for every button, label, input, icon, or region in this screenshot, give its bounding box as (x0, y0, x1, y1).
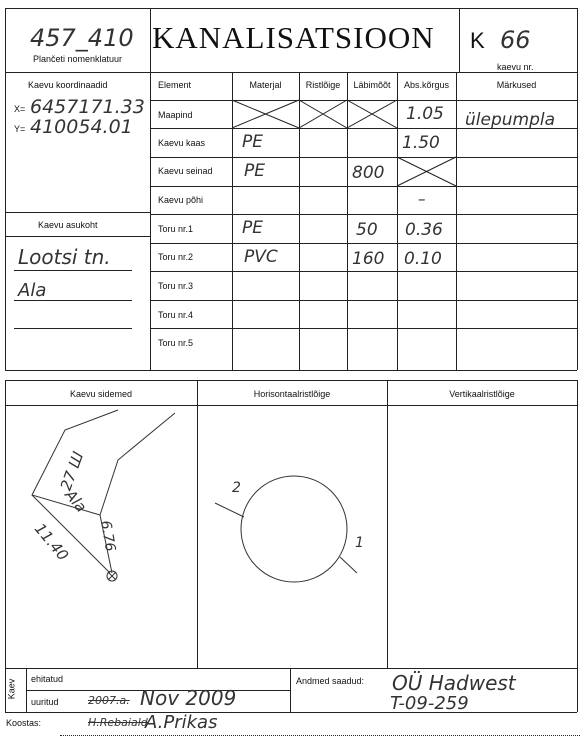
sketch-dim3: 11.40 (30, 519, 73, 565)
cell-labimoot: 50 (356, 220, 378, 240)
manhole-prefix: K (470, 28, 485, 53)
footer-author-value: A.Prikas (145, 712, 218, 733)
pipe-label-1: 1 (355, 535, 364, 551)
section-vertical: Vertikaalristlõige (449, 389, 515, 399)
nomenclature-label: Plančeti nomenklatuur (33, 54, 123, 64)
section-ties: Kaevu sidemed (69, 389, 133, 399)
sketch-dim4: 6.76 (97, 519, 119, 553)
manhole-number: 66 (500, 26, 531, 54)
manhole-label: kaevu nr. (497, 62, 534, 72)
row-element: Kaevu põhi (158, 195, 204, 205)
cell-materjal: PE (242, 132, 263, 152)
th-ristloige: Ristlõige (305, 80, 341, 90)
nomenclature-value: 457_410 (30, 24, 134, 52)
footer-data-value1: OÜ Hadwest (392, 671, 516, 695)
cell-labimoot: 800 (352, 163, 385, 183)
row-element: Kaevu kaas (158, 138, 206, 148)
cell-materjal: PE (244, 161, 265, 181)
cell-abs: – (418, 190, 426, 208)
cell-labimoot: 160 (352, 249, 385, 269)
cell-abs: 0.10 (404, 249, 442, 269)
coords-y-prefix: Y= (14, 124, 26, 134)
footer-author-old: H.Rebaiald (88, 716, 148, 729)
coords-x-value: 6457171.33 (30, 96, 145, 118)
cell-markused: ülepumpla (465, 110, 556, 130)
footer-built-label: ehitatud (31, 674, 64, 684)
footer-surveyed-label: uuritud (31, 697, 59, 707)
sketch-dim1: 27 Ш (56, 449, 88, 493)
section-horizontal: Horisontaalristlõige (253, 389, 331, 399)
footer-data-value2: T-09-259 (390, 693, 469, 714)
coords-label: Kaevu koordinaadid (28, 80, 108, 90)
row-element: Maapind (158, 110, 193, 120)
location-line2: Ala (18, 280, 47, 301)
footer-data-label: Andmed saadud: (296, 676, 365, 686)
th-materjal: Materjal (249, 80, 282, 90)
cell-materjal: PE (242, 218, 263, 238)
coords-y-value: 410054.01 (30, 116, 133, 138)
location-label: Kaevu asukoht (38, 220, 98, 230)
footer-surveyed-value: Nov 2009 (140, 686, 237, 710)
sketch-dim2: Ala (61, 486, 91, 516)
location-line1: Lootsi tn. (18, 245, 111, 269)
cell-materjal: PVC (244, 247, 278, 267)
cell-abs: 1.50 (402, 133, 440, 153)
form-title: KANALISATSIOON (152, 20, 435, 55)
footer-surveyed-old: 2007.a. (88, 694, 130, 707)
pipe-label-2: 2 (232, 480, 241, 496)
cell-abs: 1.05 (406, 104, 444, 124)
footer-side-label: Kaev (6, 678, 17, 700)
row-element: Toru nr.3 (158, 281, 194, 291)
footer-author-label: Koostas: (6, 718, 42, 728)
coords-x-prefix: X= (14, 104, 26, 114)
th-labimoot: Läbimõõt (353, 80, 391, 90)
row-element: Toru nr.1 (158, 224, 194, 234)
row-element: Toru nr.2 (158, 252, 194, 262)
cell-abs: 0.36 (405, 220, 443, 240)
th-abs: Abs.kõrgus (403, 80, 450, 90)
row-element: Toru nr.4 (158, 310, 194, 320)
th-element: Element (158, 80, 192, 90)
row-element: Toru nr.5 (158, 338, 194, 348)
row-element: Kaevu seinad (158, 166, 213, 176)
th-markused: Märkused (496, 80, 537, 90)
